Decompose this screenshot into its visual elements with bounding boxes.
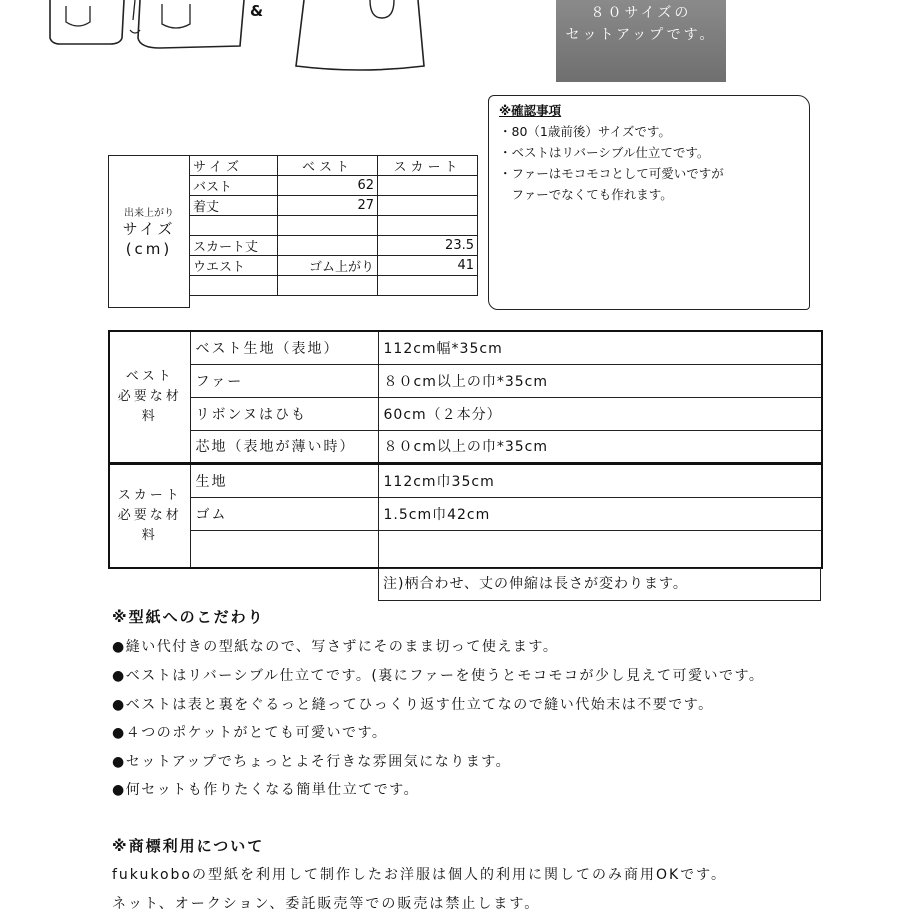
label-line: 料 [141, 409, 158, 424]
material-value: 60cm（２本分） [378, 397, 822, 430]
commitment-title: ※型紙へのこだわり [112, 608, 265, 626]
commitment-bullet: ●ベストはリバーシブル仕立てです。(裏にファーを使うとモコモコが少し見えて可愛いです。 [112, 668, 765, 684]
size-banner [556, 0, 726, 82]
notes-item: ・80（1歳前後）サイズです。 [499, 124, 671, 139]
vest-sketch [40, 0, 250, 60]
label-line: 料 [141, 528, 158, 543]
table-cell [378, 216, 478, 236]
table-cell: 27 [278, 196, 378, 216]
size-label-small: 出来上がり [124, 208, 174, 219]
table-cell [378, 176, 478, 196]
commitment-bullet: ●ベストは表と裏をぐるっと縫ってひっくり返す仕立てなので縫い代始末は不要です。 [112, 697, 714, 713]
table-cell [190, 216, 278, 236]
skirt-materials-table [108, 463, 823, 569]
skirt-sketch [290, 0, 430, 76]
notes-box [488, 95, 810, 310]
skirt-materials-label [109, 464, 190, 568]
table-row [109, 464, 822, 497]
commitment-bullet: ●４つのポケットがとても可愛いです。 [112, 725, 388, 741]
table-cell: 62 [278, 176, 378, 196]
material-value: 112cm幅*35cm [378, 331, 822, 364]
table-cell: 41 [378, 256, 478, 276]
banner-line-2: セットアップです。 [565, 27, 717, 43]
table-row [109, 364, 822, 397]
notes-item: ・ベストはリバーシブル仕立てです。 [499, 145, 710, 160]
table-cell [190, 276, 278, 296]
material-name: 生地 [190, 464, 378, 497]
table-row [190, 276, 478, 296]
material-name [190, 530, 378, 568]
material-name: ベスト生地（表地） [190, 331, 378, 364]
vest-materials-table [108, 330, 823, 464]
material-value [378, 530, 822, 568]
commitment-bullet: ●縫い代付きの型紙なので、写さずにそのまま切って使えます。 [112, 639, 559, 655]
table-cell [278, 276, 378, 296]
material-name: ファー [190, 364, 378, 397]
table-cell: 着丈 [190, 196, 278, 216]
table-row [109, 331, 822, 364]
material-value: ８０cm以上の巾*35cm [378, 430, 822, 463]
vest-materials-label [109, 331, 190, 463]
material-value: ８０cm以上の巾*35cm [378, 364, 822, 397]
table-row [190, 216, 478, 236]
table-row [109, 430, 822, 463]
material-name: ゴム [190, 497, 378, 530]
table-cell [378, 196, 478, 216]
table-row [190, 176, 478, 196]
table-cell [278, 236, 378, 256]
notes-item: ファーでなくても作れます。 [499, 187, 673, 202]
table-cell [378, 276, 478, 296]
table-row [190, 156, 478, 176]
table-header: スカート [378, 156, 478, 176]
label-line: ベスト [125, 369, 174, 384]
material-value: 1.5cm巾42cm [378, 497, 822, 530]
label-line: 必要な材 [117, 389, 182, 404]
banner-line-1: ８０サイズの [590, 5, 692, 21]
size-table [189, 155, 478, 296]
table-cell: 23.5 [378, 236, 478, 256]
trademark-line: fukukoboの型紙を利用して制作したお洋服は個人的利用に関してのみ商用OKです。 [112, 867, 728, 883]
notes-item: ・ファーはモコモコとして可愛いですが [499, 166, 724, 181]
material-value: 112cm巾35cm [378, 464, 822, 497]
table-row [109, 497, 822, 530]
trademark-line: ネット、オークション、委託販売等での販売は禁止します。 [112, 896, 541, 912]
table-cell: ウエスト [190, 256, 278, 276]
ampersand: & [250, 2, 264, 20]
size-label-big: サイズ [122, 220, 176, 238]
table-header: サイズ [190, 156, 278, 176]
size-table-label [108, 155, 190, 308]
trademark-title: ※商標利用について [112, 837, 265, 855]
table-cell: ゴム上がり [278, 256, 378, 276]
table-row [190, 196, 478, 216]
table-header: ベスト [278, 156, 378, 176]
label-line: スカート [117, 488, 182, 503]
table-cell [278, 216, 378, 236]
notes-title: ※確認事項 [499, 103, 562, 118]
material-name: 芯地（表地が薄い時） [190, 430, 378, 463]
table-row [190, 256, 478, 276]
commitment-bullet: ●何セットも作りたくなる簡単仕立てです。 [112, 782, 420, 798]
caution-note: 注)柄合わせ、丈の伸縮は長さが変わります。 [378, 568, 821, 601]
table-row [109, 530, 822, 568]
commitment-bullet: ●セットアップでちょっとよそ行きな雰囲気になります。 [112, 754, 512, 770]
material-name: リボンヌはひも [190, 397, 378, 430]
table-cell: スカート丈 [190, 236, 278, 256]
table-row [190, 236, 478, 256]
table-cell: バスト [190, 176, 278, 196]
size-label-unit: (cm) [125, 240, 173, 258]
label-line: 必要な材 [117, 508, 182, 523]
table-row [109, 397, 822, 430]
